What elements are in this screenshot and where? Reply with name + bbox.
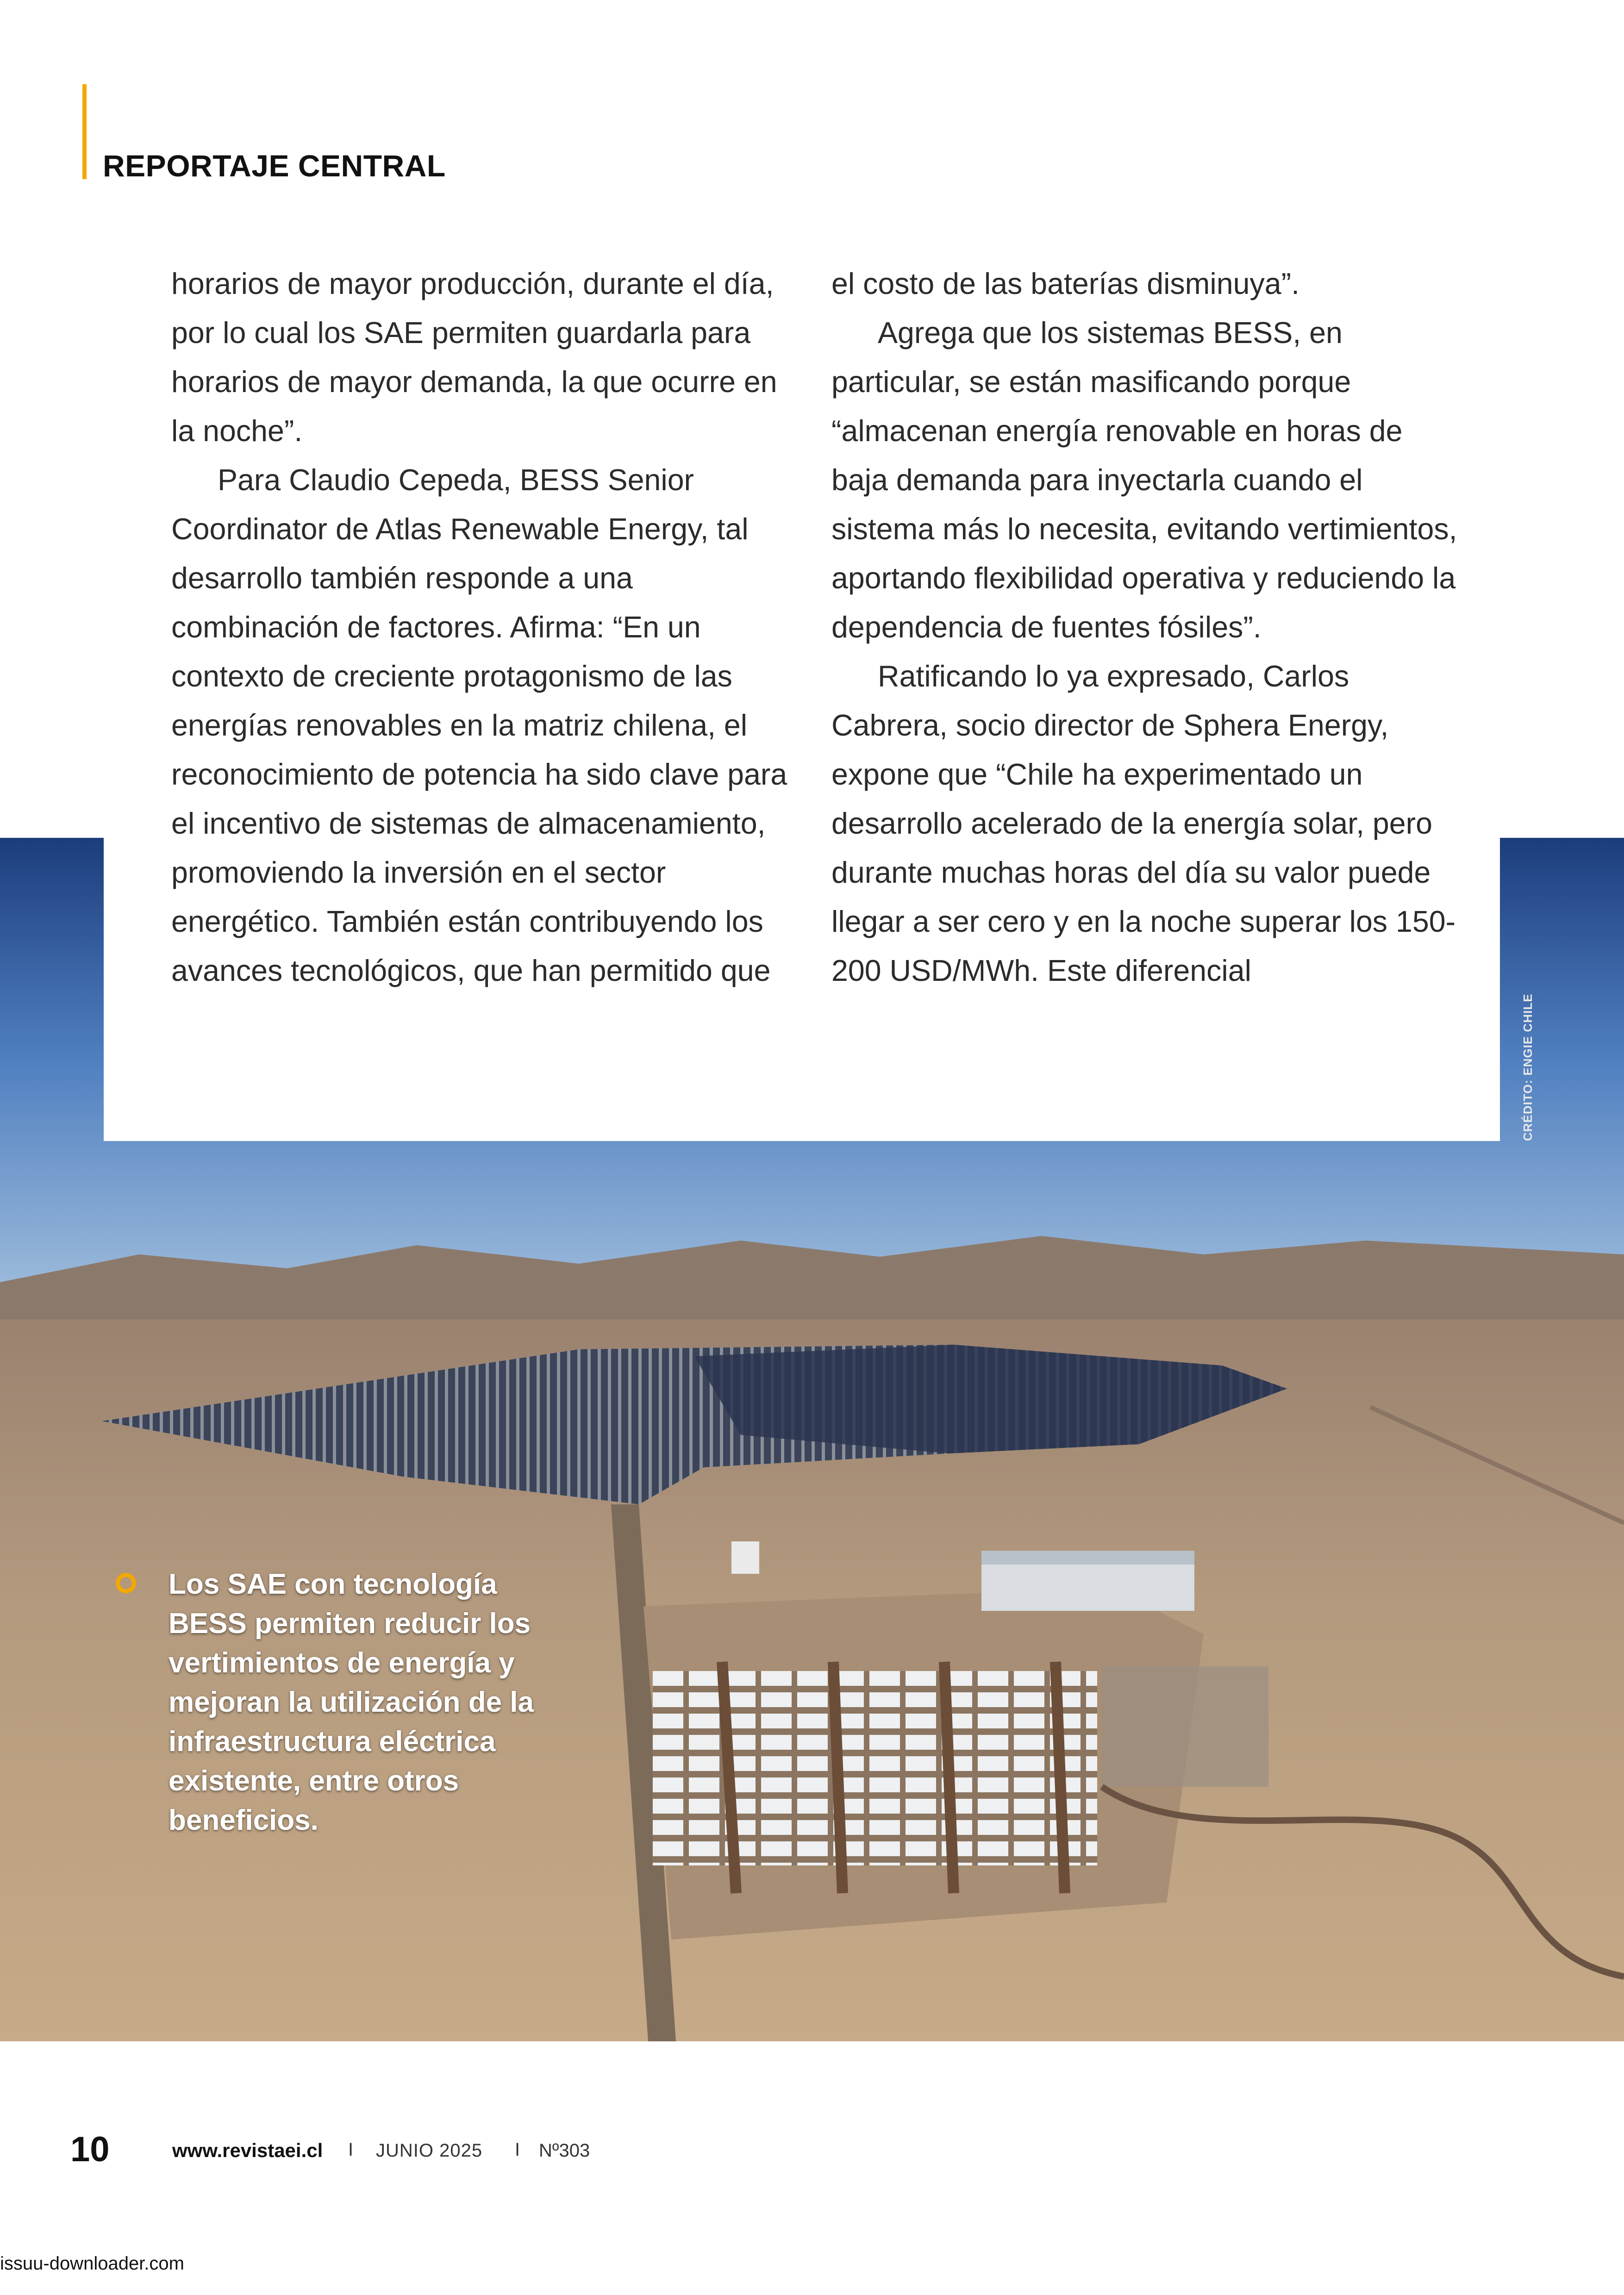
paragraph: el costo de las baterías disminuya”. xyxy=(831,267,1299,300)
paragraph: Ratificando lo ya expresado, Carlos Cabrera, socio director de Sphera Energy, expone que “Chile ha experimentado un desarrollo acelerado de la energía solar, pero durante muchas horas del día su valor puede llegar a ser cero y en la noche superar los 150-200 USD/MWh. Este diferencial xyxy=(831,660,1456,987)
circle-bullet-icon xyxy=(116,1573,136,1593)
footer-separator: I xyxy=(348,2139,354,2160)
paragraph: horarios de mayor producción, durante el día, por lo cual los SAE permiten guardarla para horarios de mayor demanda, la que ocurre en la noche”. xyxy=(171,267,777,448)
watermark: issuu-downloader.com xyxy=(0,2253,184,2274)
paragraph: Agrega que los sistemas BESS, en particular, se están masificando porque “almacenan energía renovable en horas de baja demanda para inyectarla cuando el sistema más lo necesita, evitando vertimientos, aportando flexibilidad operativa y reduciendo la dependencia de fuentes fósiles”. xyxy=(831,316,1457,644)
photo-credit: CRÉDITO: ENGIE CHILE xyxy=(1521,993,1535,1141)
website-link[interactable]: www.revistaei.cl xyxy=(172,2139,323,2161)
issue-number: Nº303 xyxy=(539,2140,590,2161)
article-column-right xyxy=(831,259,1461,995)
page-footer xyxy=(70,2129,1552,2180)
photo-caption-text: Los SAE con tecnología BESS permiten reducir los vertimientos de energía y mejoran la utilización de la infraestructura eléctrica existente, entre otros beneficios. xyxy=(169,1568,534,1836)
footer-separator: I xyxy=(515,2139,520,2160)
paragraph: Para Claudio Cepeda, BESS Senior Coordinator de Atlas Renewable Energy, tal desarrollo también responde a una combinación de factores. Afirma: “En un contexto de creciente protagonismo de las energías renovables en la matriz chilena, el reconocimiento de potencia ha sido clave para el incentivo de sistemas de almacenamiento, promoviendo la inversión en el sector energético. También están contribuyendo los avances tecnológicos, que han permitido que xyxy=(171,463,787,987)
article-text-panel xyxy=(104,259,1500,1141)
section-accent-bar xyxy=(82,84,87,179)
page-number: 10 xyxy=(70,2130,110,2169)
issue-date: JUNIO 2025 xyxy=(376,2140,483,2161)
article-column-left xyxy=(171,259,801,995)
section-title: REPORTAJE CENTRAL xyxy=(103,149,446,183)
